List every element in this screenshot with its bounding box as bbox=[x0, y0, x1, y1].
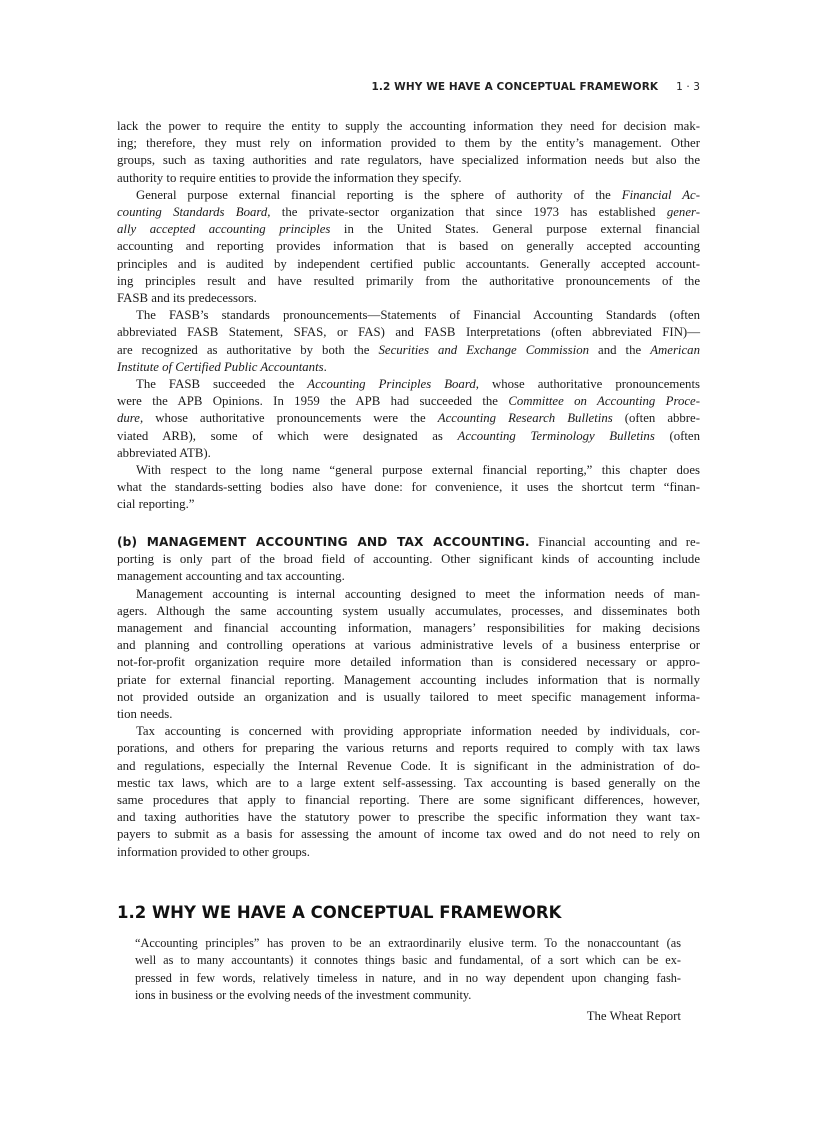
text-run: what the standards-setting bodies also have done: for convenience, it uses the shortcut term “finan- bbox=[117, 480, 700, 495]
paragraph bbox=[117, 118, 700, 187]
text-run: information provided to other groups. bbox=[117, 844, 310, 859]
text-line bbox=[117, 620, 700, 637]
italic-term: dure, bbox=[117, 411, 144, 426]
text-line bbox=[117, 118, 700, 135]
italic-term: Securities and Exchange Commission bbox=[378, 342, 589, 357]
text-run: ing principles result and have resulted primarily from the authoritative pronouncements of the bbox=[117, 273, 700, 288]
running-head-title: 1.2 WHY WE HAVE A CONCEPTUAL FRAMEWORK bbox=[371, 81, 659, 93]
text-line bbox=[117, 445, 700, 462]
text-run: General purpose external financial reporting is the sphere of authority of the bbox=[136, 187, 622, 202]
text-line bbox=[117, 221, 700, 238]
text-run: whose authoritative pronouncements were the bbox=[143, 411, 438, 426]
text-run: (often abbre- bbox=[612, 411, 700, 426]
body-text-section-a bbox=[117, 118, 700, 514]
text-run: management and financial accounting information, managers’ responsibilities for making decisions bbox=[117, 621, 700, 636]
text-run: in the United States. General purpose external financial bbox=[330, 222, 700, 237]
italic-term: gener- bbox=[666, 205, 700, 220]
text-line bbox=[117, 586, 700, 603]
italic-term: Accounting Principles Board, bbox=[307, 377, 479, 392]
text-run: The FASB succeeded the bbox=[136, 377, 308, 392]
text-line bbox=[117, 758, 700, 775]
text-line bbox=[117, 238, 700, 255]
text-line bbox=[117, 603, 700, 620]
text-line bbox=[117, 775, 700, 792]
italic-term: Committee on Accounting Proce- bbox=[508, 394, 700, 409]
text-line bbox=[117, 376, 700, 393]
text-run: abbreviated FASB Statement, SFAS, or FAS) and FASB Interpretations (often abbreviated FIN)— bbox=[117, 325, 700, 340]
text-line bbox=[117, 809, 700, 826]
text-run: management accounting and tax accounting. bbox=[117, 569, 345, 584]
text-run: accounting and reporting provides information that is based on generally accepted accounting bbox=[117, 239, 700, 254]
text-line bbox=[117, 307, 700, 324]
text-run: principles and is audited by independent certified public accountants. Generally accepted account- bbox=[117, 256, 700, 271]
text-run: priate for external financial reporting. Management accounting includes information that is normally bbox=[117, 672, 700, 687]
text-run: not provided outside an organization and is usually tailored to meet specific management informa- bbox=[117, 689, 700, 704]
text-run: Tax accounting is concerned with providing appropriate information needed by individuals, cor- bbox=[136, 724, 700, 739]
text-run: abbreviated ATB). bbox=[117, 445, 211, 460]
text-run: authority to require entities to provide the information they specify. bbox=[117, 170, 462, 185]
text-line bbox=[117, 844, 700, 861]
paragraph bbox=[117, 462, 700, 514]
text-run: agers. Although the same accounting system usually accumulates, processes, and disseminates both bbox=[117, 603, 700, 618]
section-heading: 1.2 WHY WE HAVE A CONCEPTUAL FRAMEWORK bbox=[117, 903, 562, 922]
text-line bbox=[117, 393, 700, 410]
text-run: the private-sector organization that since 1973 has established bbox=[270, 205, 667, 220]
text-line bbox=[117, 324, 700, 341]
text-run: lack the power to require the entity to supply the accounting information they need for decision mak- bbox=[117, 119, 700, 133]
quote-line: pressed in few words, relatively timeless in nature, and in no way dependent upon changing fash- bbox=[135, 970, 681, 985]
subsection-heading: (b) MANAGEMENT ACCOUNTING AND TAX ACCOUNTING. bbox=[117, 535, 530, 549]
text-line bbox=[117, 170, 700, 187]
italic-term: Financial Ac- bbox=[621, 187, 700, 202]
text-line bbox=[117, 740, 700, 757]
text-line bbox=[117, 290, 700, 307]
text-run: and regulations, especially the Internal Revenue Code. It is significant in the administration of do- bbox=[117, 758, 700, 773]
italic-term: Accounting Research Bulletins bbox=[437, 411, 613, 426]
text-run: and planning and controlling operations at various administrative levels of a business enterprise or bbox=[117, 638, 700, 653]
text-line bbox=[117, 689, 700, 706]
text-run: same procedures that apply to financial reporting. There are some significant differences, however, bbox=[117, 793, 700, 808]
text-line bbox=[117, 359, 700, 376]
paragraph bbox=[117, 534, 700, 586]
text-run: whose authoritative pronouncements bbox=[478, 377, 700, 392]
text-line bbox=[117, 723, 700, 740]
quote-line: well as to many accountants) it connotes things basic and fundamental, of a sort which can be ex- bbox=[135, 953, 681, 968]
text-run: cial reporting.” bbox=[117, 497, 195, 512]
quote-attribution: The Wheat Report bbox=[586, 1009, 681, 1023]
text-run: mestic tax laws, which are to a large extent self-assessing. Tax accounting is based generally on the bbox=[117, 775, 700, 790]
paragraph bbox=[117, 376, 700, 462]
text-line bbox=[117, 135, 700, 152]
text-line bbox=[117, 551, 700, 568]
quote-line: ions in business or the evolving needs of the investment community. bbox=[135, 987, 472, 1002]
text-line bbox=[117, 256, 700, 273]
text-line bbox=[117, 479, 700, 496]
quote-line: “Accounting principles” has proven to be an extraordinarily elusive term. To the nonaccountant (as bbox=[135, 936, 681, 950]
text-line bbox=[117, 428, 700, 445]
body-text-section-b bbox=[117, 534, 700, 861]
text-run: Management accounting is internal accounting designed to meet the information needs of man- bbox=[136, 586, 700, 601]
paragraph bbox=[117, 187, 700, 307]
running-head bbox=[372, 81, 700, 93]
italic-term: ally accepted accounting principles bbox=[117, 222, 331, 237]
italic-term: American bbox=[650, 342, 700, 357]
text-line bbox=[117, 637, 700, 654]
text-run: (often bbox=[654, 428, 700, 443]
text-run: With respect to the long name “general purpose external financial reporting,” this chapter does bbox=[136, 463, 700, 478]
text-line bbox=[117, 152, 700, 169]
text-line bbox=[117, 672, 700, 689]
text-line bbox=[117, 204, 700, 221]
text-run: ing; therefore, they must rely on information provided to them by the entity’s management. Other bbox=[117, 136, 700, 151]
italic-term: Accounting Terminology Bulletins bbox=[457, 428, 655, 443]
text-run: viated ARB), some of which were designated as bbox=[117, 428, 458, 443]
text-run: porting is only part of the broad field of accounting. Other significant kinds of accounting include bbox=[117, 552, 700, 567]
text-line bbox=[117, 654, 700, 671]
text-line bbox=[117, 534, 700, 551]
text-line bbox=[117, 273, 700, 290]
text-run: payers to submit as a basis for assessing the amount of income tax owed and do not need to rely on bbox=[117, 827, 700, 842]
text-run: and taxing authorities have the statutory power to prescribe the specific information they want tax- bbox=[117, 810, 700, 825]
epigraph-quote bbox=[135, 935, 681, 1004]
italic-term: Institute of Certified Public Accountants bbox=[117, 359, 324, 374]
text-run: groups, such as taxing authorities and rate regulators, have specialized information needs but also the bbox=[117, 153, 700, 168]
text-run: are recognized as authoritative by both the bbox=[117, 342, 379, 357]
italic-term: counting Standards Board, bbox=[117, 205, 271, 220]
text-run: FASB and its predecessors. bbox=[117, 291, 257, 306]
text-run: and the bbox=[589, 342, 651, 357]
text-line bbox=[117, 462, 700, 479]
paragraph bbox=[117, 307, 700, 376]
text-run: The FASB’s standards pronouncements—Statements of Financial Accounting Standards (often bbox=[136, 308, 700, 323]
paragraph bbox=[117, 586, 700, 724]
text-run: not-for-profit organization require more detailed information than is considered necessary or appro- bbox=[117, 655, 700, 670]
paragraph bbox=[117, 723, 700, 861]
page-number: 1 · 3 bbox=[676, 81, 700, 93]
text-line bbox=[117, 187, 700, 204]
text-line bbox=[117, 706, 700, 723]
text-run: . bbox=[323, 359, 327, 374]
text-line bbox=[117, 826, 700, 843]
text-line bbox=[117, 792, 700, 809]
text-line bbox=[117, 342, 700, 359]
text-line bbox=[117, 410, 700, 427]
text-line bbox=[117, 496, 700, 513]
text-run: tion needs. bbox=[117, 707, 173, 722]
text-run: Financial accounting and re- bbox=[529, 535, 700, 549]
text-run: porations, and others for preparing the various returns and reports required to comply with tax laws bbox=[117, 741, 700, 756]
text-run: were the APB Opinions. In 1959 the APB had succeeded the bbox=[117, 394, 509, 409]
text-line bbox=[117, 568, 700, 585]
